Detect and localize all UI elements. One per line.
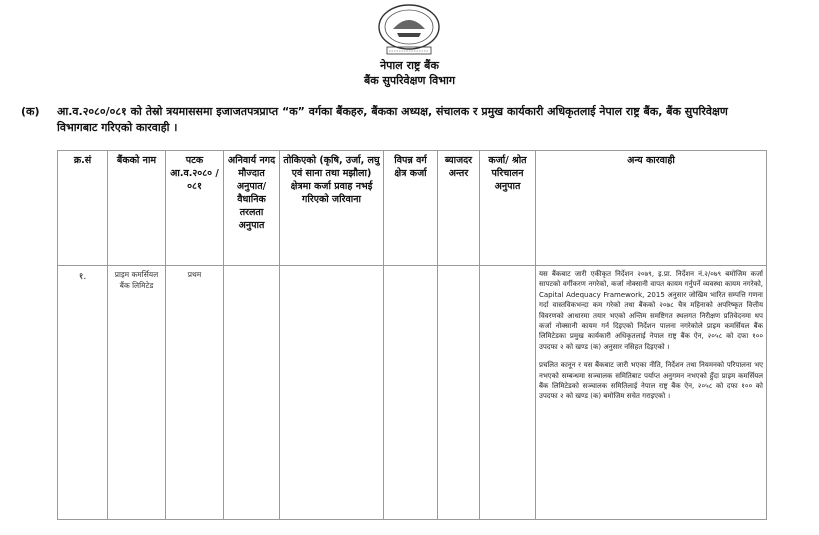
cell-sn: १. — [58, 266, 108, 520]
nrb-emblem-icon — [373, 3, 445, 57]
col-header-times: पटक आ.व.२०८० /०८१ — [166, 151, 224, 266]
section-marker: (क) — [21, 105, 40, 118]
intro-text: आ.व.२०८०/०८१ को तेस्रो त्रयमाससमा इजाजतपत्रप्राप्त “क” वर्गका बैंकहरु, बैंकका अध्यक्ष, संचालक र प्रमुख कार्यकारी अधिकृतलाई नेपाल राष्ट्र बैंक, बैंक सुपरिवेक्षण विभागबाट गरिएको कारवाही । — [57, 105, 728, 134]
cell-other-actions — [536, 266, 767, 520]
col-header-deprived: विपन्न वर्ग क्षेत्र कर्जा — [384, 151, 438, 266]
col-header-other-actions: अन्य कारवाही — [536, 151, 767, 266]
col-header-crr-slr: अनिवार्य नगद मौज्दात अनुपात/ वैधानिक तरलता अनुपात — [224, 151, 280, 266]
intro-paragraph — [21, 104, 772, 136]
table-row — [58, 266, 767, 520]
cell-deprived — [384, 266, 438, 520]
table-header-row — [58, 151, 767, 266]
cell-sector-fine — [280, 266, 384, 520]
page-title: नेपाल राष्ट्र बैंक — [380, 59, 439, 72]
col-header-sector-fine: तोकिएको (कृषि, उर्जा, लघु एवं साना तथा मझौला) क्षेत्रमा कर्जा प्रवाह नभई गरिएको जरिवाना — [280, 151, 384, 266]
action-paragraph: यस बैंकबाट जारी एकीकृत निर्देशन २०७९, इ.प्रा. निर्देशन नं.२/०७९ बमोजिम कर्जा सापटको वर्गीकरण नगरेको, कर्जा नोक्सानी वापत कायम गर्नुपर्ने व्यवस्था कायम नगरेको, Capital Adequacy Framework, 2015 अनुसार जोखिम भारित सम्पत्ति गणना गर्दा वास्तविकभन्दा कम गरेको तथा बैंकको २०७८ चैत्र महिनाको अपरिष्कृत वित्तीय विवरणको आधारमा तयार भएको अन्तिम समष्टिगत स्थलगत निरीक्षण प्रतिवेदनमा थप कर्जा नोक्सानी कायम गर्न दिइएको निर्देशन पालना नगरेकोले प्राइम कमर्सियल बैंक लिमिटेडका प्रमुख कार्यकारी अधिकृतलाई नेपाल राष्ट्र बैंक ऐन, २०५८ को दफा १०० उपदफा २ को खण्ड (क) अनुसार नसिहत दिइएको । — [539, 270, 763, 351]
cell-cd-ratio — [480, 266, 536, 520]
col-header-cd-ratio: कर्जा/ श्रोत परिचालन अनुपात — [480, 151, 536, 266]
action-paragraph: प्रचलित कानून र यस बैंकबाट जारी भएका नीति, निर्देशन तथा नियमनको परिपालना भए नभएको सम्बन्धमा सञ्चालक समितिबाट पर्याप्त अनुगमन नभएको हुँदा प्राइम कमर्सियल बैंक लिमिटेडको सञ्चालक समितिलाई नेपाल राष्ट्र बैंक ऐन, २०५८ को दफा १०० को उपदफा २ को खण्ड (क) बमोजिम सचेत गराइएको । — [539, 361, 763, 401]
page-subtitle: बैंक सुपरिवेक्षण विभाग — [363, 74, 456, 87]
col-header-sn: क्र.सं — [58, 151, 108, 266]
cell-times: प्रथम — [166, 266, 224, 520]
cell-crr-slr — [224, 266, 280, 520]
col-header-spread: ब्याजदर अन्तर — [438, 151, 480, 266]
actions-table — [57, 150, 767, 520]
col-header-bank: बैंकको नाम — [108, 151, 166, 266]
cell-spread — [438, 266, 480, 520]
cell-bank: प्राइम कमर्सियल बैंक लिमिटेड — [108, 266, 166, 520]
